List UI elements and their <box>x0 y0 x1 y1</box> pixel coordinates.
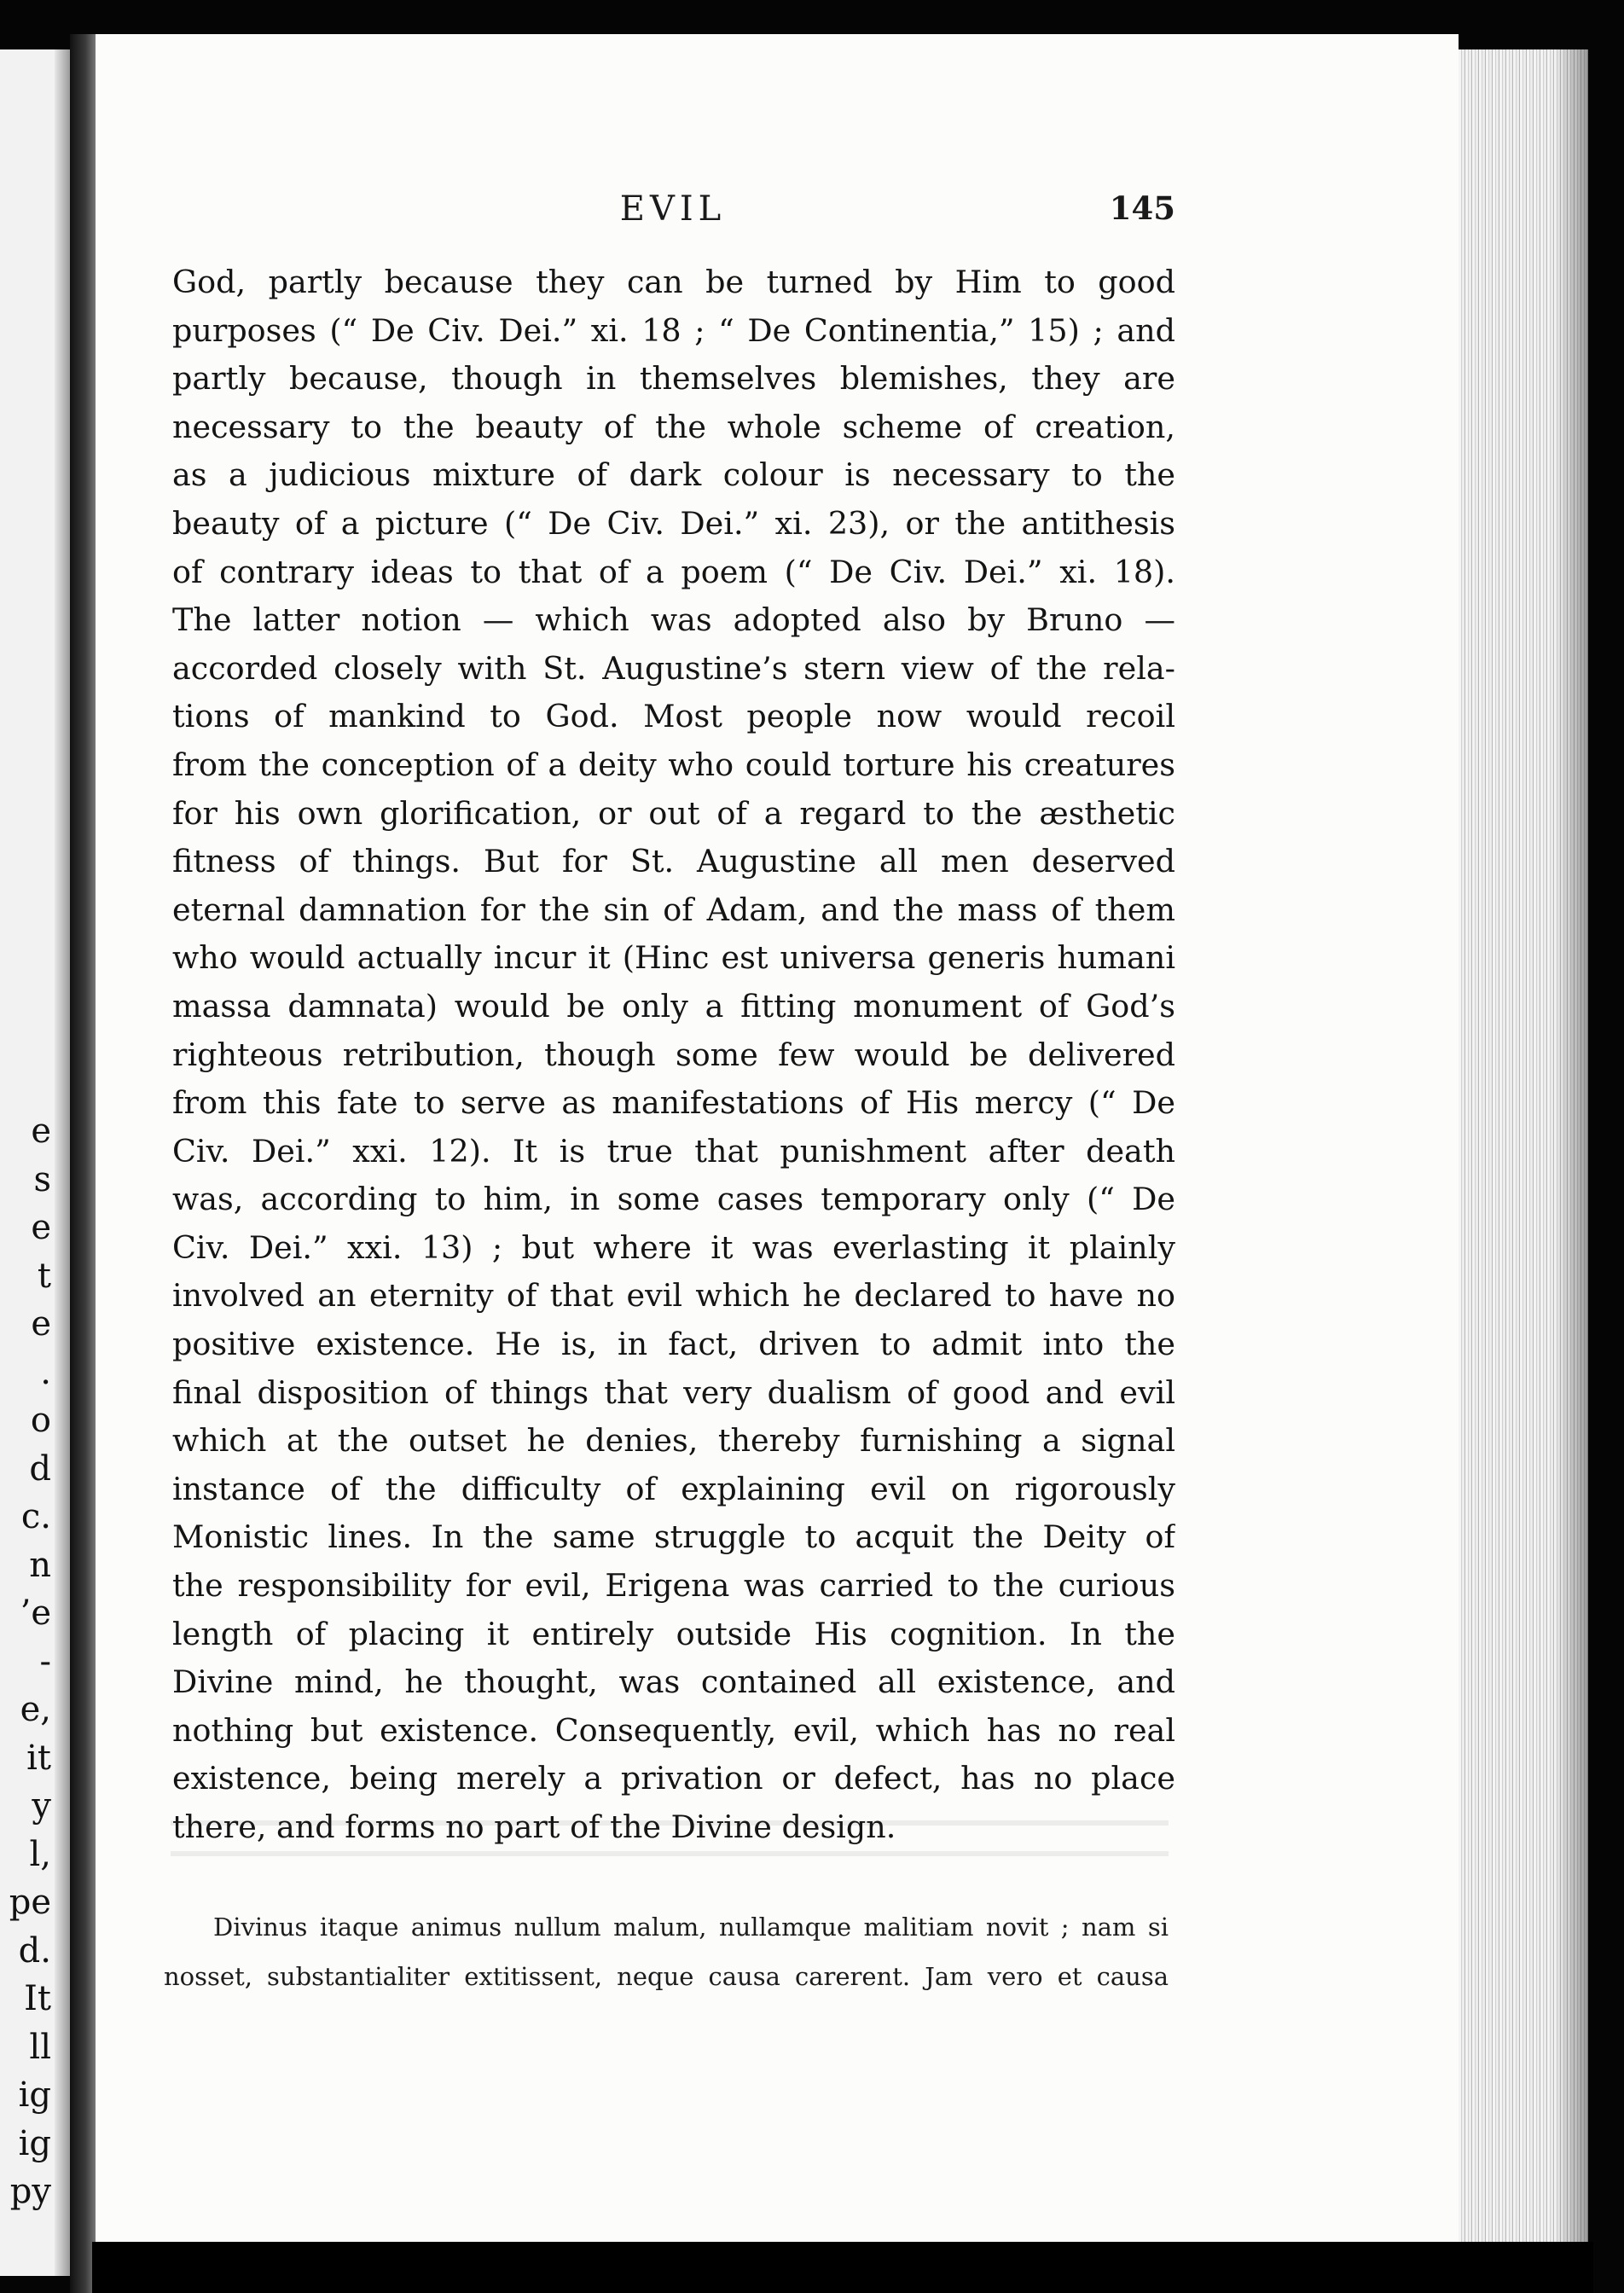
show-through-bleed <box>171 1808 1169 1877</box>
left-fragment: It <box>24 1979 51 2018</box>
page-block-edges <box>1450 49 1588 2276</box>
footnote-line: nosset, substantialiter extitissent, neque causa carerent. Jam vero et causa <box>164 1962 1169 1991</box>
text-line: Civ. Dei.” xxi. 13) ; but where it was everlasting it plainly <box>172 1228 1175 1266</box>
left-page-line-endings <box>0 1107 51 2216</box>
footnote <box>164 1902 1169 2001</box>
text-line: The latter notion — which was adopted also by Bruno — <box>172 601 1175 639</box>
book-binding <box>70 34 96 2293</box>
left-facing-page <box>0 49 70 2276</box>
text-line: was, according to him, in some cases temporary only (“ De <box>172 1181 1175 1218</box>
text-line: necessary to the beauty of the whole scheme of creation, <box>172 408 1175 445</box>
left-fragment: s <box>33 1159 51 1199</box>
text-line: Civ. Dei.” xxi. 12). It is true that punishment after death <box>172 1132 1175 1170</box>
left-fragment: o <box>30 1401 51 1440</box>
gutter-shadow <box>55 49 70 2276</box>
text-line: purposes (“ De Civ. Dei.” xi. 18 ; “ De Continentia,” 15) ; and <box>172 311 1175 349</box>
left-fragment: pe <box>9 1883 51 1922</box>
left-fragment: n <box>29 1545 51 1585</box>
left-fragment: l, <box>29 1834 51 1874</box>
text-line: nothing but existence. Consequently, evil, which has no real <box>172 1711 1175 1749</box>
left-fragment: c. <box>20 1497 51 1536</box>
text-line: length of placing it entirely outside His cognition. In the <box>172 1615 1175 1652</box>
text-line: eternal damnation for the sin of Adam, and the mass of them <box>172 891 1175 928</box>
text-line: final disposition of things that very dualism of good and evil <box>172 1373 1175 1411</box>
body-text <box>172 258 1175 1852</box>
text-line: for his own glorification, or out of a regard to the æsthetic <box>172 794 1175 832</box>
text-line: who would actually incur it (Hinc est universa generis humani <box>172 939 1175 977</box>
text-line: tions of mankind to God. Most people now would recoil <box>172 698 1175 735</box>
text-line: God, partly because they can be turned by Him to good <box>172 264 1175 300</box>
text-line: accorded closely with St. Augustine’s stern view of the rela- <box>172 649 1175 687</box>
left-fragment: ig <box>18 2075 51 2115</box>
left-fragment: ig <box>18 2123 51 2163</box>
text-line: there, and forms no part of the Divine design. <box>172 1808 896 1845</box>
left-fragment: it <box>26 1738 51 1778</box>
text-line: instance of the difficulty of explaining evil on rigorously <box>172 1470 1175 1507</box>
left-fragment: . <box>40 1352 51 1392</box>
text-line: from this fate to serve as manifestations of His mercy (“ De <box>172 1084 1175 1122</box>
bottom-background <box>92 2242 1593 2293</box>
text-line: involved an eternity of that evil which he declared to have no <box>172 1277 1175 1315</box>
edge-shade <box>1554 49 1588 2276</box>
left-fragment: py <box>9 2172 51 2211</box>
left-fragment: t <box>37 1256 51 1296</box>
text-line: righteous retribution, though some few would be delivered <box>172 1036 1175 1073</box>
left-fragment: - <box>39 1641 51 1681</box>
text-line: from the conception of a deity who could torture his creatures <box>172 746 1175 783</box>
text-line: the responsibility for evil, Erigena was carried to the curious <box>172 1567 1175 1605</box>
left-fragment: ’e <box>20 1593 51 1633</box>
text-line: fitness of things. But for St. Augustine all men deserved <box>172 843 1175 880</box>
left-fragment: e, <box>20 1690 51 1729</box>
footnote-line: Divinus itaque animus nullum malum, nullamque malitiam novit ; nam si <box>213 1913 1169 1942</box>
page-number: 145 <box>1109 189 1175 227</box>
running-title: EVIL <box>619 189 727 229</box>
left-fragment: e <box>31 1112 51 1151</box>
text-line: positive existence. He is, in fact, driven to admit into the <box>172 1326 1175 1363</box>
left-fragment: d. <box>18 1930 51 1971</box>
text-line: as a judicious mixture of dark colour is necessary to the <box>172 456 1175 494</box>
left-fragment: e <box>31 1208 51 1247</box>
text-line: partly because, though in themselves blemishes, they are <box>172 360 1175 398</box>
text-line: Divine mind, he thought, was contained all existence, and <box>172 1663 1175 1701</box>
text-line: Monistic lines. In the same struggle to acquit the Deity of <box>172 1518 1175 1556</box>
left-fragment: ll <box>29 2027 51 2067</box>
page-header <box>171 189 1175 241</box>
text-line: massa damnata) would be only a fitting monument of God’s <box>172 987 1175 1025</box>
left-fragment: d <box>29 1448 51 1489</box>
text-line: which at the outset he denies, thereby furnishing a signal <box>172 1422 1175 1460</box>
text-line: existence, being merely a privation or defect, has no place <box>172 1760 1175 1797</box>
left-fragment: e <box>31 1304 51 1344</box>
text-line: of contrary ideas to that of a poem (“ De Civ. Dei.” xi. 18). <box>172 553 1175 590</box>
left-fragment: y <box>32 1786 51 1826</box>
text-line: beauty of a picture (“ De Civ. Dei.” xi. 23), or the antithesis <box>172 504 1175 542</box>
